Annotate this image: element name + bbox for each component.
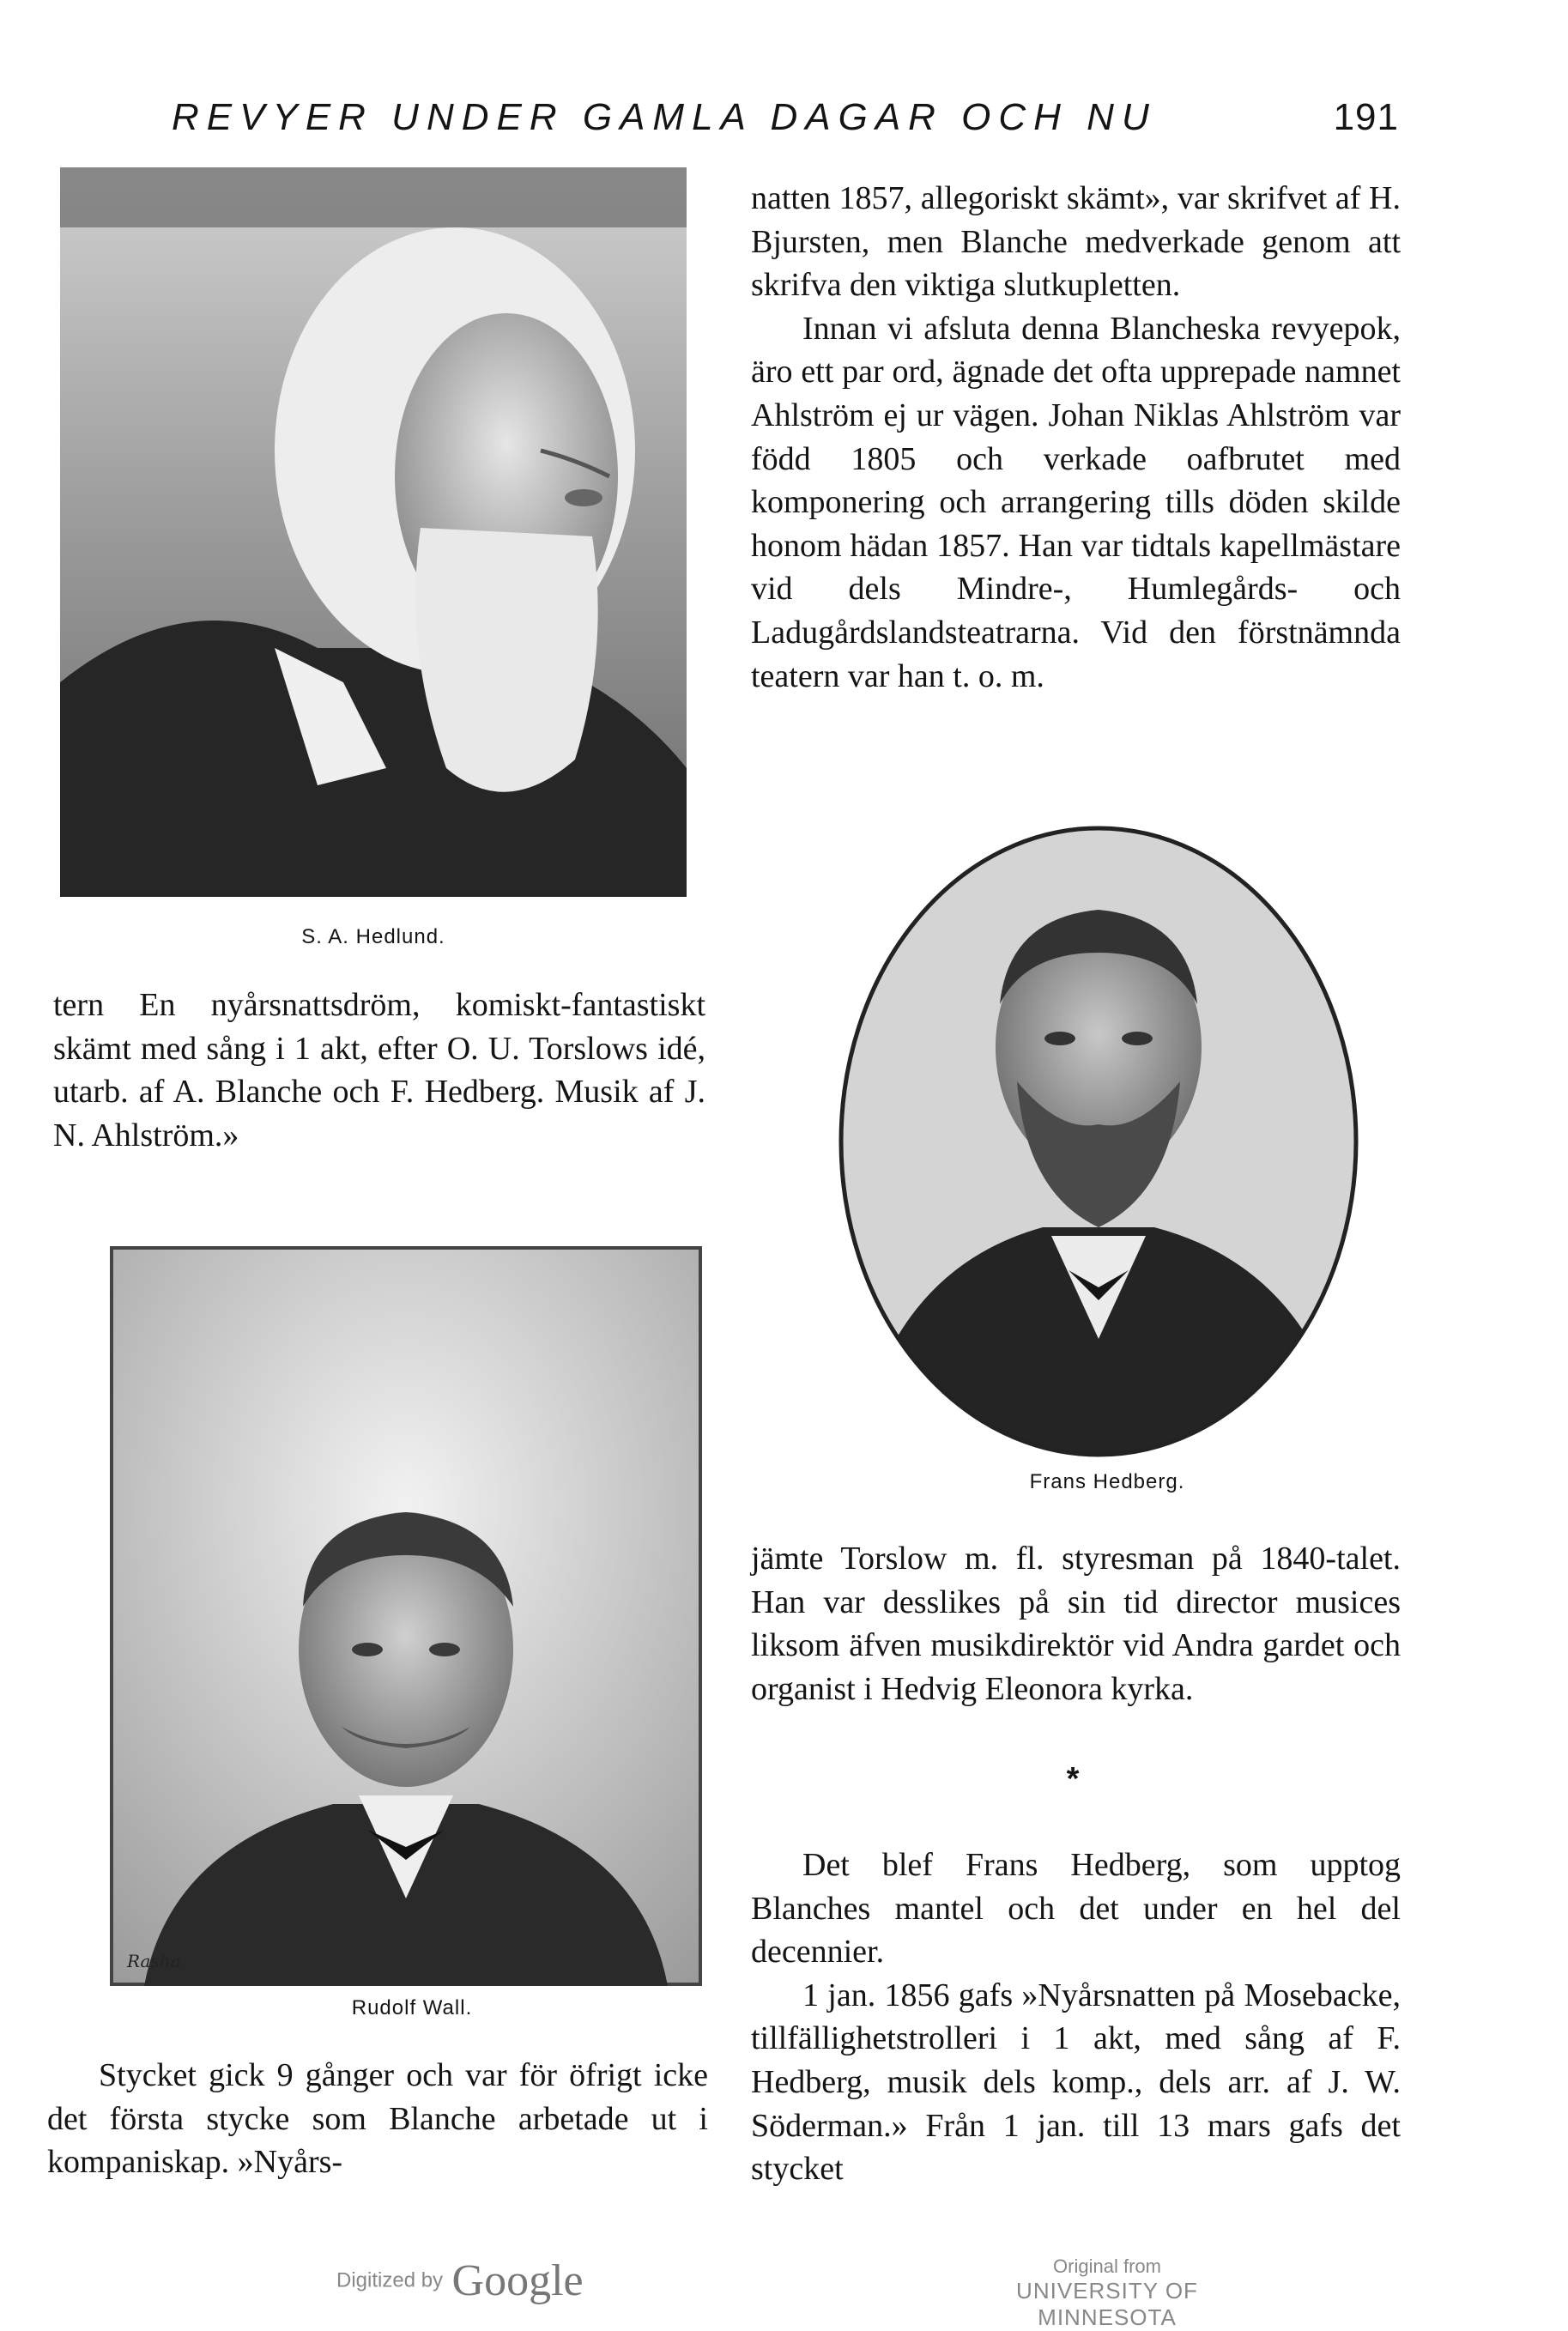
paragraph-stycket: Stycket gick 9 gånger och var för öfrigt icke det första stycke som Blanche arbetade ut i kompaniskap. »Nyårs- xyxy=(47,2057,708,2181)
portrait-hedberg xyxy=(837,824,1360,1459)
portrait-wall-image xyxy=(110,1246,702,1986)
portrait-hedberg-image xyxy=(837,824,1360,1459)
portrait-hedlund xyxy=(60,167,687,897)
text-left-bottom xyxy=(47,2054,708,2184)
caption-wall: Rudolf Wall. xyxy=(351,1996,473,2019)
text-right-bottom xyxy=(751,1844,1401,2191)
paragraph-mosebacke: 1 jan. 1856 gafs »Nyårsnatten på Mosebacke, tillfällighetstrolleri i 1 akt, med sång af F. Hedberg, musik dels komp., dels arr. af J. W. Söderman.» Från 1 jan. till 13 mars gafs det stycket xyxy=(751,1977,1401,2188)
page-number: 191 xyxy=(1333,96,1399,138)
engraver-signature: Rasha xyxy=(127,1951,181,1971)
portrait-wall xyxy=(110,1246,702,1986)
original-from xyxy=(944,2255,1270,2331)
paragraph-nyarsnattsdrom: tern En nyårsnattsdröm, komiskt-fantastiskt skämt med sång i 1 akt, efter O. U. Torslows idé, utarb. af A. Blanche och F. Hedberg. Musik af J. N. Ahlström.» xyxy=(53,987,705,1153)
caption-hedlund: S. A. Hedlund. xyxy=(301,925,445,948)
section-separator: * xyxy=(1066,1761,1080,1797)
paragraph-hedberg: Det blef Frans Hedberg, som upptog Blanches mantel och det under en hel del decennier. xyxy=(751,1847,1401,1971)
digitized-by xyxy=(336,2255,620,2307)
portrait-hedlund-image xyxy=(60,167,687,897)
paragraph-continuation: natten 1857, allegoriskt skämt», var skrifvet af H. Bjursten, men Blanche medverkade genom att skrifva den viktiga slutkupletten. xyxy=(751,180,1401,304)
paragraph-torslow: jämte Torslow m. fl. styresman på 1840-talet. Han var desslikes på sin tid director musices liksom äfven musikdirektör vid Andra gardet och organist i Hedvig Eleonora kyrka. xyxy=(751,1541,1401,1707)
library-name: UNIVERSITY OF MINNESOTA xyxy=(1016,2278,1198,2330)
paragraph-ahlstrom: Innan vi afsluta denna Blancheska revyepok, äro ett par ord, ägnade det ofta upprepade namnet Ahlström ej ur vägen. Johan Niklas Ahlström var född 1805 och verkade oafbrutet med komponering och arrangering tills döden skilde honom hädan 1857. Han var tidtals kapellmästare vid dels Mindre-, Humlegårds- och Ladugårdslandsteatrarna. Vid den förstnämnda teatern var han t. o. m. xyxy=(751,310,1401,694)
header-title: REVYER UNDER GAMLA DAGAR OCH NU xyxy=(172,96,1157,138)
running-header xyxy=(172,96,1399,148)
google-logo: Google xyxy=(451,2256,584,2305)
text-right-middle xyxy=(751,1537,1401,1710)
caption-hedberg: Frans Hedberg. xyxy=(1029,1470,1185,1493)
digitized-by-label: Digitized by xyxy=(336,2268,444,2292)
text-left-middle xyxy=(53,984,705,1157)
text-right-top xyxy=(751,177,1401,698)
original-from-label: Original from xyxy=(1053,2255,1161,2277)
